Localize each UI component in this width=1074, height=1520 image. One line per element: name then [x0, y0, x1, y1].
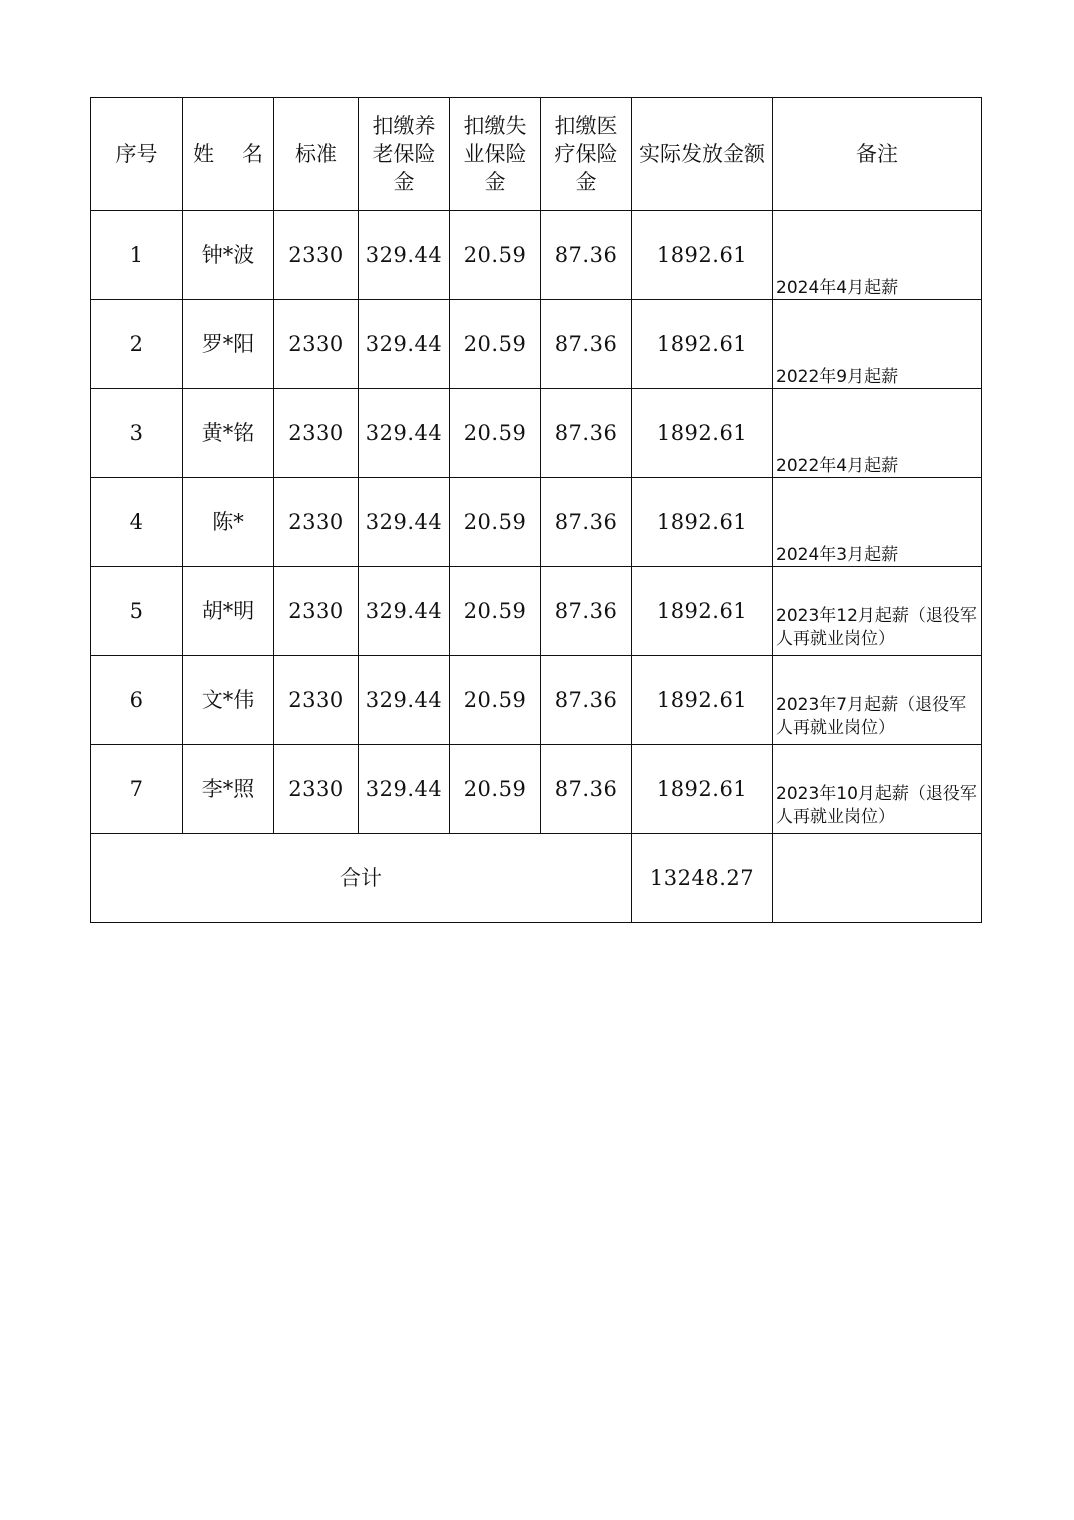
cell-remark: 2022年4月起薪 — [773, 389, 982, 478]
cell-seq: 4 — [91, 478, 183, 567]
cell-unemployment: 20.59 — [450, 656, 541, 745]
header-standard: 标准 — [274, 98, 359, 211]
cell-name: 黄*铭 — [183, 389, 274, 478]
cell-remark: 2023年10月起薪（退役军人再就业岗位） — [773, 745, 982, 834]
cell-medical: 87.36 — [541, 300, 632, 389]
header-name-second: 名 — [242, 142, 263, 166]
cell-actual: 1892.61 — [632, 211, 773, 300]
cell-seq: 6 — [91, 656, 183, 745]
table-row — [91, 300, 982, 389]
cell-seq: 5 — [91, 567, 183, 656]
table-header-row — [91, 98, 982, 211]
cell-unemployment: 20.59 — [450, 478, 541, 567]
total-actual: 13248.27 — [632, 834, 773, 923]
cell-name: 罗*阳 — [183, 300, 274, 389]
cell-actual: 1892.61 — [632, 656, 773, 745]
cell-standard: 2330 — [274, 745, 359, 834]
cell-unemployment: 20.59 — [450, 567, 541, 656]
table-row — [91, 389, 982, 478]
cell-pension: 329.44 — [359, 389, 450, 478]
cell-standard: 2330 — [274, 389, 359, 478]
cell-unemployment: 20.59 — [450, 389, 541, 478]
cell-pension: 329.44 — [359, 478, 450, 567]
cell-name: 李*照 — [183, 745, 274, 834]
table-row — [91, 656, 982, 745]
cell-seq: 7 — [91, 745, 183, 834]
cell-actual: 1892.61 — [632, 389, 773, 478]
cell-standard: 2330 — [274, 478, 359, 567]
cell-standard: 2330 — [274, 567, 359, 656]
cell-medical: 87.36 — [541, 211, 632, 300]
header-name — [183, 98, 274, 211]
cell-medical: 87.36 — [541, 389, 632, 478]
cell-actual: 1892.61 — [632, 567, 773, 656]
cell-pension: 329.44 — [359, 567, 450, 656]
cell-actual: 1892.61 — [632, 745, 773, 834]
cell-name: 文*伟 — [183, 656, 274, 745]
cell-medical: 87.36 — [541, 567, 632, 656]
header-actual: 实际发放金额 — [632, 98, 773, 211]
cell-medical: 87.36 — [541, 478, 632, 567]
total-remark — [773, 834, 982, 923]
total-label: 合计 — [91, 834, 632, 923]
total-row — [91, 834, 982, 923]
cell-unemployment: 20.59 — [450, 300, 541, 389]
table-row — [91, 211, 982, 300]
cell-standard: 2330 — [274, 300, 359, 389]
cell-seq: 2 — [91, 300, 183, 389]
cell-remark: 2024年3月起薪 — [773, 478, 982, 567]
cell-name: 胡*明 — [183, 567, 274, 656]
table-row — [91, 478, 982, 567]
header-seq: 序号 — [91, 98, 183, 211]
cell-medical: 87.36 — [541, 656, 632, 745]
cell-remark: 2022年9月起薪 — [773, 300, 982, 389]
cell-seq: 1 — [91, 211, 183, 300]
payroll-table — [90, 97, 982, 923]
cell-pension: 329.44 — [359, 745, 450, 834]
cell-standard: 2330 — [274, 656, 359, 745]
cell-pension: 329.44 — [359, 300, 450, 389]
table-row — [91, 745, 982, 834]
cell-standard: 2330 — [274, 211, 359, 300]
cell-actual: 1892.61 — [632, 478, 773, 567]
cell-remark: 2024年4月起薪 — [773, 211, 982, 300]
cell-unemployment: 20.59 — [450, 745, 541, 834]
cell-pension: 329.44 — [359, 211, 450, 300]
cell-pension: 329.44 — [359, 656, 450, 745]
cell-seq: 3 — [91, 389, 183, 478]
header-remark: 备注 — [773, 98, 982, 211]
header-unemployment: 扣缴失业保险金 — [450, 98, 541, 211]
cell-unemployment: 20.59 — [450, 211, 541, 300]
header-pension: 扣缴养老保险金 — [359, 98, 450, 211]
cell-remark: 2023年12月起薪（退役军人再就业岗位） — [773, 567, 982, 656]
cell-name: 陈* — [183, 478, 274, 567]
header-name-first: 姓 — [193, 142, 214, 166]
cell-remark: 2023年7月起薪（退役军人再就业岗位） — [773, 656, 982, 745]
cell-name: 钟*波 — [183, 211, 274, 300]
cell-medical: 87.36 — [541, 745, 632, 834]
table-row — [91, 567, 982, 656]
header-medical: 扣缴医疗保险金 — [541, 98, 632, 211]
cell-actual: 1892.61 — [632, 300, 773, 389]
